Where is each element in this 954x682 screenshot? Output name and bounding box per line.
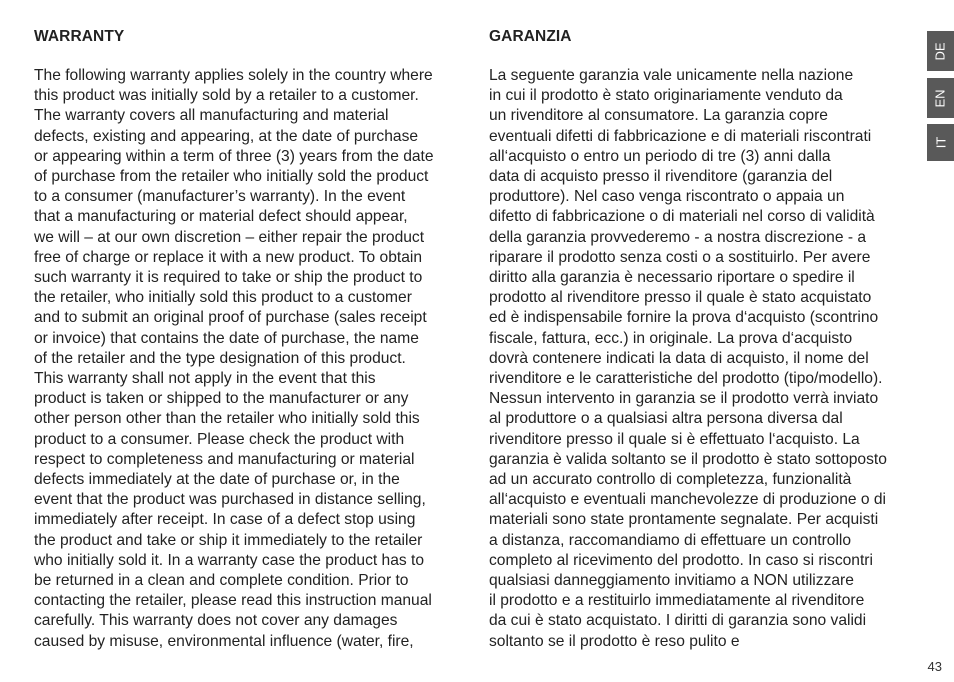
text-line: The warranty covers all manufacturing and material — [34, 107, 389, 125]
text-line: riparare il prodotto senza costi o a sostituirlo. Per avere — [489, 248, 871, 266]
warranty-column-italian — [489, 27, 923, 652]
text-line: difetto di fabbricazione o di materiali nel corso di validità — [489, 208, 875, 226]
text-line: soltanto se il prodotto è reso pulito e — [489, 632, 740, 650]
page-number: 43 — [927, 659, 942, 674]
text-line: defects immediately at the date of purchase or, in the — [34, 471, 400, 489]
text-line: diritto alla garanzia è necessario riportare o spedire il — [489, 269, 855, 287]
text-line: This warranty shall not apply in the event that this — [34, 370, 376, 388]
text-line: qualsiasi danneggiamento invitiamo a NON utilizzare — [489, 572, 854, 590]
text-line: respect to completeness and manufacturing or material — [34, 450, 415, 468]
language-tab-label-en: EN — [933, 88, 948, 108]
text-line: ed è indispensabile fornire la prova d‘acquisto (scontrino — [489, 309, 879, 327]
text-line: product to a consumer. Please check the product with — [34, 430, 405, 448]
text-line: product is taken or shipped to the manufacturer or any — [34, 390, 409, 408]
text-line: eventuali difetti di fabbricazione e di materiali riscontrati — [489, 127, 872, 145]
text-line: caused by misuse, environmental influence (water, fire, — [34, 632, 414, 650]
warranty-column-english — [34, 27, 470, 652]
text-line: all‘acquisto e eventuali manchevolezze di produzione o di — [489, 491, 887, 509]
text-line: and to submit an original proof of purchase (sales receipt — [34, 309, 427, 327]
text-line: immediately after receipt. In case of a defect stop using — [34, 511, 416, 529]
text-line: in cui il prodotto è stato originariamente venduto da — [489, 87, 843, 105]
text-line: contacting the retailer, please read this instruction manual — [34, 592, 432, 610]
heading-warranty: WARRANTY — [34, 28, 125, 45]
language-tab-en[interactable] — [927, 78, 954, 118]
text-line: the product and take or ship it immediately to the retailer — [34, 531, 423, 549]
text-line: The following warranty applies solely in the country where — [34, 67, 433, 84]
text-line: event that the product was purchased in distance selling, — [34, 491, 426, 509]
text-line: we will – at our own discretion – either repair the product — [34, 228, 425, 246]
text-line: garanzia è valida soltanto se il prodotto è stato sottoposto — [489, 450, 887, 468]
text-line: materiali sono state prontamente segnalate. Per acquisti — [489, 511, 879, 529]
text-line: be returned in a clean and complete condition. Prior to — [34, 572, 409, 590]
text-line: free of charge or replace it with a new product. To obtain — [34, 248, 423, 266]
language-tab-label-it: IT — [933, 136, 948, 149]
text-line: that a manufacturing or material defect should appear, — [34, 208, 408, 226]
text-line: fiscale, fattura, ecc.) in originale. La prova d‘acquisto — [489, 329, 853, 347]
text-line: or appearing within a term of three (3) years from the date — [34, 147, 434, 165]
text-line: data di acquisto presso il rivenditore (garanzia del — [489, 168, 833, 186]
text-line: who initially sold it. In a warranty case the product has to — [34, 551, 425, 569]
text-line: rivenditore presso il quale si è effettuato l‘acquisto. La — [489, 430, 860, 448]
text-line: La seguente garanzia vale unicamente nella nazione — [489, 67, 854, 84]
text-line: un rivenditore al consumatore. La garanzia copre — [489, 107, 828, 125]
text-line: or invoice) that contains the date of purchase, the name — [34, 329, 419, 347]
text-line: all‘acquisto o entro un periodo di tre (3) anni dalla — [489, 147, 831, 165]
text-line: this product was initially sold by a retailer to a customer. — [34, 87, 419, 105]
warranty-text-italian — [489, 66, 923, 652]
text-line: defects, existing and appearing, at the date of purchase — [34, 127, 419, 145]
text-line: Nessun intervento in garanzia se il prodotto verrà inviato — [489, 390, 879, 408]
text-line: prodotto al rivenditore presso il quale è stato acquistato — [489, 289, 872, 307]
text-line: a distanza, raccomandiamo di effettuare un controllo — [489, 531, 852, 549]
heading-garanzia: GARANZIA — [489, 28, 572, 45]
warranty-text-english — [34, 66, 470, 652]
text-line: of the retailer and the type designation of this product. — [34, 349, 406, 367]
text-line: ad un accurato controllo di completezza, funzionalità — [489, 471, 852, 489]
text-line: the retailer, who initially sold this product to a customer — [34, 289, 412, 307]
text-line: other person other than the retailer who initially sold this — [34, 410, 420, 428]
language-tab-label-de: DE — [933, 41, 948, 61]
text-line: completo al ricevimento del prodotto. In caso si riscontri — [489, 551, 873, 569]
text-line: produttore). Nel caso venga riscontrato o appaia un — [489, 188, 845, 206]
language-tab-it[interactable] — [927, 124, 954, 161]
text-line: rivenditore e le caratteristiche del prodotto (tipo/modello). — [489, 370, 883, 388]
text-line: of purchase from the retailer who initially sold the product — [34, 168, 429, 186]
language-tab-de[interactable] — [927, 31, 954, 71]
text-line: della garanzia provvederemo - a nostra discrezione - a — [489, 228, 867, 246]
text-line: dovrà contenere indicati la data di acquisto, il nome del — [489, 349, 869, 367]
text-line: da cui è stato acquistato. I diritti di garanzia sono validi — [489, 612, 867, 630]
text-line: such warranty it is required to take or ship the product to — [34, 269, 423, 287]
text-line: carefully. This warranty does not cover any damages — [34, 612, 398, 630]
text-line: to a consumer (manufacturer’s warranty). In the event — [34, 188, 406, 206]
text-line: il prodotto e a restituirlo immediatamente al rivenditore — [489, 592, 865, 610]
text-line: al produttore o a qualsiasi altra persona diversa dal — [489, 410, 843, 428]
